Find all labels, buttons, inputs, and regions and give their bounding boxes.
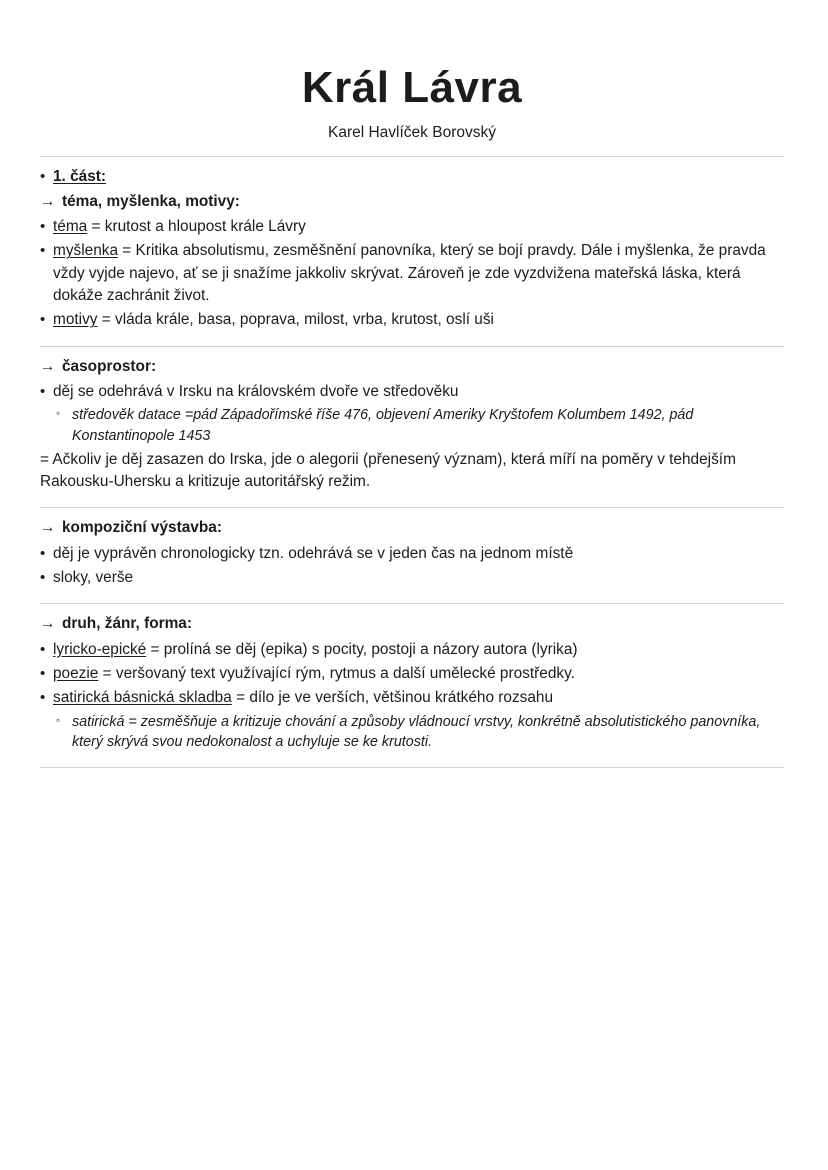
list-item (40, 381, 784, 403)
bullet-icon: • (40, 665, 46, 683)
list-item (40, 639, 784, 661)
term-definition: = veršovaný text využívající rým, rytmus a další umělecké prostředky. (98, 665, 575, 683)
term: téma (53, 218, 88, 236)
equals-note: = Ačkoliv je děj zasazen do Irska, jde o alegorii (přenesený význam), která míří na poměry v tehdejším Rakousku-Uhersku a kritizuje autoritářský režim. (40, 450, 736, 491)
section-heading: druh, žánr, forma: (62, 615, 192, 633)
list-item-text (53, 687, 784, 709)
bullet-icon: • (40, 383, 46, 401)
term-definition: = Kritika absolutismu, zesměšnění panovníka, který se bojí pravdy. Dále i myšlenka, že pravda vždy vyjde najevo, ať se ji snažíme jakkoliv skrývat. Zároveň je zde vyzdvižena mateřská láska, která dokáže zachránit život. (53, 242, 766, 305)
arrow-icon: → (40, 615, 56, 633)
sub-note (40, 405, 784, 446)
bullet-icon: • (40, 544, 46, 562)
section-heading-row (40, 517, 784, 539)
section-heading-row (40, 356, 784, 378)
hollow-bullet-icon: ◦ (56, 712, 61, 727)
section-kompozicni-vystavba (40, 517, 784, 589)
bullet-icon: • (40, 689, 46, 707)
page-title: Král Lávra (301, 63, 523, 112)
term: lyricko-epické (53, 640, 147, 658)
arrow-icon: → (40, 519, 56, 537)
term-definition: = vláda krále, basa, poprava, milost, vrba, krutost, oslí uši (97, 311, 494, 329)
list-item (40, 663, 784, 685)
term: poezie (53, 665, 99, 683)
list-item-text (53, 639, 784, 661)
document-author: Karel Havlíček Borovský (328, 124, 496, 142)
section-label: 1. část: (53, 168, 107, 186)
term: myšlenka (53, 242, 119, 260)
bullet-icon: • (40, 218, 46, 236)
list-item-text (53, 216, 784, 238)
bullet-icon: • (40, 242, 46, 260)
hollow-bullet-icon: ◦ (56, 406, 61, 421)
divider (40, 603, 784, 604)
section-casoprostor (40, 356, 784, 494)
bullet-icon: • (40, 640, 46, 658)
section-label-row (40, 166, 784, 188)
bullet-icon: • (40, 168, 46, 186)
list-item (40, 216, 784, 238)
term-definition: = krutost a hloupost krále Lávry (87, 218, 306, 236)
list-item-text (53, 309, 784, 331)
section-heading: kompoziční výstavba: (62, 519, 222, 537)
list-item (40, 567, 784, 589)
section-heading-row (40, 191, 784, 213)
divider (40, 767, 784, 768)
sub-note-text: středověk datace =pád Západořímské říše 476, objevení Ameriky Kryštofem Kolumbem 1492, pád Konstantinopole 1453 (72, 407, 694, 445)
list-item-text: děj je vyprávěn chronologicky tzn. odehrává se v jeden čas na jednom místě (53, 544, 574, 562)
arrow-icon: → (40, 192, 56, 210)
divider (40, 507, 784, 508)
divider (40, 156, 784, 157)
divider (40, 346, 784, 347)
list-item (40, 687, 784, 709)
term: motivy (53, 311, 98, 329)
bullet-icon: • (40, 311, 46, 329)
section-druh-zanr-forma (40, 613, 784, 753)
list-item (40, 309, 784, 331)
term-definition: = dílo je ve verších, většinou krátkého rozsahu (231, 689, 554, 707)
sub-note (40, 712, 784, 753)
list-item (40, 543, 784, 565)
list-item-text (53, 240, 784, 307)
term: satirická básnická skladba (53, 689, 232, 707)
section-heading-row (40, 613, 784, 635)
section-heading: téma, myšlenka, motivy: (62, 192, 240, 210)
list-item (40, 240, 784, 307)
arrow-icon: → (40, 357, 56, 375)
section-cast-1 (40, 166, 784, 331)
list-item-text (53, 663, 784, 685)
list-item-text: děj se odehrává v Irsku na královském dvoře ve středověku (53, 383, 459, 401)
sub-note-text: satirická = zesměšňuje a kritizuje chování a způsoby vládnoucí vrstvy, konkrétně absolutistického panovníka, který skrývá svou nedokonalost a uchyluje se ke krutosti. (72, 713, 761, 751)
bullet-icon: • (40, 569, 46, 587)
term-definition: = prolíná se děj (epika) s pocity, postoji a názory autora (lyrika) (146, 640, 578, 658)
list-item-text: sloky, verše (53, 569, 134, 587)
section-heading: časoprostor: (62, 357, 157, 375)
